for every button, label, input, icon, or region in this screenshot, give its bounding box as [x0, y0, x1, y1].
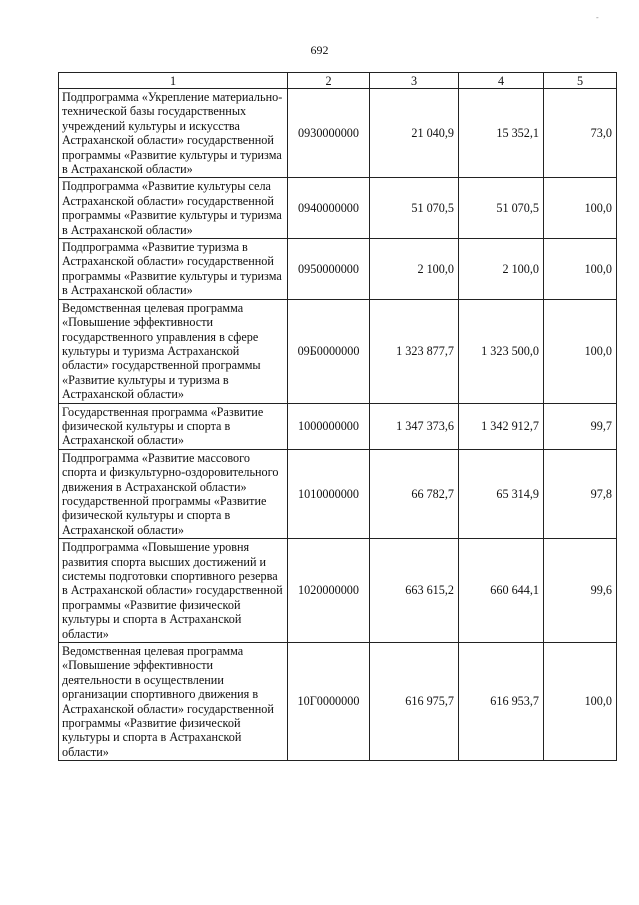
value-col-3: 1 347 373,6	[370, 403, 459, 449]
program-name: Подпрограмма «Развитие массового спорта и физкультурно-оздоровительного движения в Астраханской области» государственной программы «Развитие физической культуры и спорта в Астраханской области»	[59, 449, 288, 538]
table-row	[59, 449, 617, 538]
program-name: Государственная программа «Развитие физической культуры и спорта в Астраханской области»	[59, 403, 288, 449]
value-col-5: 97,8	[544, 449, 617, 538]
value-col-5: 99,6	[544, 539, 617, 643]
budget-table	[58, 72, 617, 761]
scan-mark: -	[596, 13, 599, 22]
program-name: Ведомственная целевая программа «Повышение эффективности деятельности в осуществлении организации спортивного движения в Астраханской области» государственной программы «Развитие физической культуры и спорта в Астраханской области»	[59, 643, 288, 761]
header-col-3: 3	[370, 73, 459, 89]
program-code: 1020000000	[288, 539, 370, 643]
program-code: 0940000000	[288, 178, 370, 239]
value-col-4: 1 342 912,7	[459, 403, 544, 449]
value-col-3: 1 323 877,7	[370, 299, 459, 403]
header-col-4: 4	[459, 73, 544, 89]
value-col-3: 21 040,9	[370, 89, 459, 178]
program-name: Подпрограмма «Развитие туризма в Астраханской области» государственной программы «Развитие культуры и туризма в Астраханской области»	[59, 239, 288, 300]
value-col-3: 663 615,2	[370, 539, 459, 643]
value-col-3: 66 782,7	[370, 449, 459, 538]
table-row	[59, 643, 617, 761]
value-col-3: 2 100,0	[370, 239, 459, 300]
page-number: 692	[310, 43, 329, 57]
table-row	[59, 299, 617, 403]
value-col-4: 660 644,1	[459, 539, 544, 643]
value-col-5: 100,0	[544, 643, 617, 761]
value-col-4: 15 352,1	[459, 89, 544, 178]
value-col-4: 65 314,9	[459, 449, 544, 538]
program-code: 0950000000	[288, 239, 370, 300]
value-col-5: 100,0	[544, 239, 617, 300]
value-col-5: 100,0	[544, 299, 617, 403]
table-row	[59, 239, 617, 300]
table-row	[59, 403, 617, 449]
header-col-1: 1	[59, 73, 288, 89]
table-row	[59, 539, 617, 643]
program-name: Ведомственная целевая программа «Повышение эффективности государственного управления в сфере культуры и туризма Астраханской области» государственной программы «Развитие культуры и туризма в Астраханской области»	[59, 299, 288, 403]
program-name: Подпрограмма «Повышение уровня развития спорта высших достижений и системы подготовки спортивного резерва в Астраханской области» государственной программы «Развитие физической культуры и спорта в Астраханской области»	[59, 539, 288, 643]
program-code: 0930000000	[288, 89, 370, 178]
table-row	[59, 178, 617, 239]
program-name: Подпрограмма «Развитие культуры села Астраханской области» государственной программы «Развитие культуры и туризма в Астраханской области»	[59, 178, 288, 239]
table-row	[59, 89, 617, 178]
value-col-5: 99,7	[544, 403, 617, 449]
value-col-4: 51 070,5	[459, 178, 544, 239]
program-name: Подпрограмма «Укрепление материально-технической базы государственных учреждений культуры и искусства Астраханской области» государственной программы «Развитие культуры и туризма в Астраханской области»	[59, 89, 288, 178]
value-col-4: 1 323 500,0	[459, 299, 544, 403]
table-header	[59, 73, 617, 89]
value-col-5: 73,0	[544, 89, 617, 178]
header-row	[59, 73, 617, 89]
value-col-5: 100,0	[544, 178, 617, 239]
header-col-5: 5	[544, 73, 617, 89]
program-code: 09Б0000000	[288, 299, 370, 403]
value-col-4: 2 100,0	[459, 239, 544, 300]
value-col-3: 616 975,7	[370, 643, 459, 761]
header-col-2: 2	[288, 73, 370, 89]
table-body	[59, 89, 617, 761]
program-code: 10Г0000000	[288, 643, 370, 761]
program-code: 1000000000	[288, 403, 370, 449]
value-col-3: 51 070,5	[370, 178, 459, 239]
value-col-4: 616 953,7	[459, 643, 544, 761]
program-code: 1010000000	[288, 449, 370, 538]
